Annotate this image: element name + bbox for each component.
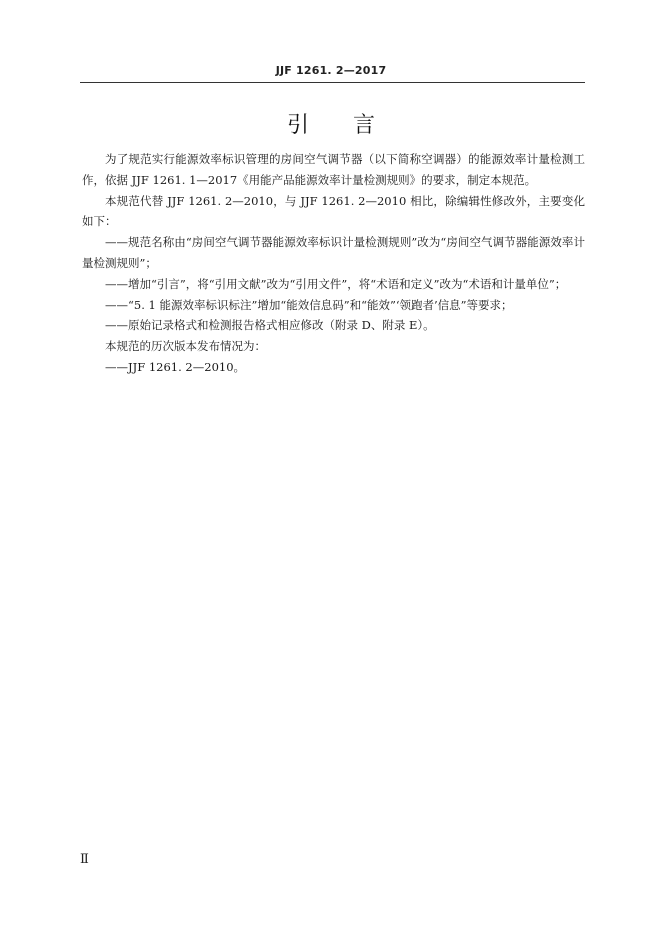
paragraph-purpose: 为了规范实行能源效率标识管理的房间空气调节器（以下简称空调器）的能源效率计量检测工作，依据 JJF 1261. 1—2017《用能产品能源效率计量检测规则》的要求，制定本规范。 — [82, 152, 585, 187]
change-item-name: ——规范名称由“房间空气调节器能源效率标识计量检测规则”改为“房间空气调节器能源效率计量检测规则”； — [82, 235, 585, 270]
body-text — [82, 149, 585, 378]
header-divider — [80, 82, 585, 83]
change-item-introduction: ——增加“引言”，将“引用文献”改为“引用文件”，将“术语和定义”改为“术语和计量单位”； — [105, 276, 567, 291]
change-item-appendix: ——原始记录格式和检测报告格式相应修改（附录 D、附录 E）。 — [105, 318, 435, 333]
history-item: ——JJF 1261. 2—2010。 — [105, 359, 246, 374]
paragraph-replacement: 本规范代替 JJF 1261. 2—2010，与 JJF 1261. 2—2010 相比，除编辑性修改外，主要变化如下： — [82, 193, 585, 229]
change-item-label-info: ——“5. 1 能源效率标识标注”增加“能效信息码”和“能效”‘领跑者’信息”等要求； — [105, 297, 513, 312]
paragraph-history: 本规范的历次版本发布情况为： — [105, 339, 266, 354]
section-title: 引言 — [286, 113, 419, 138]
document-code-header: JJF 1261. 2—2017 — [275, 64, 387, 77]
page-number: Ⅱ — [80, 852, 89, 867]
